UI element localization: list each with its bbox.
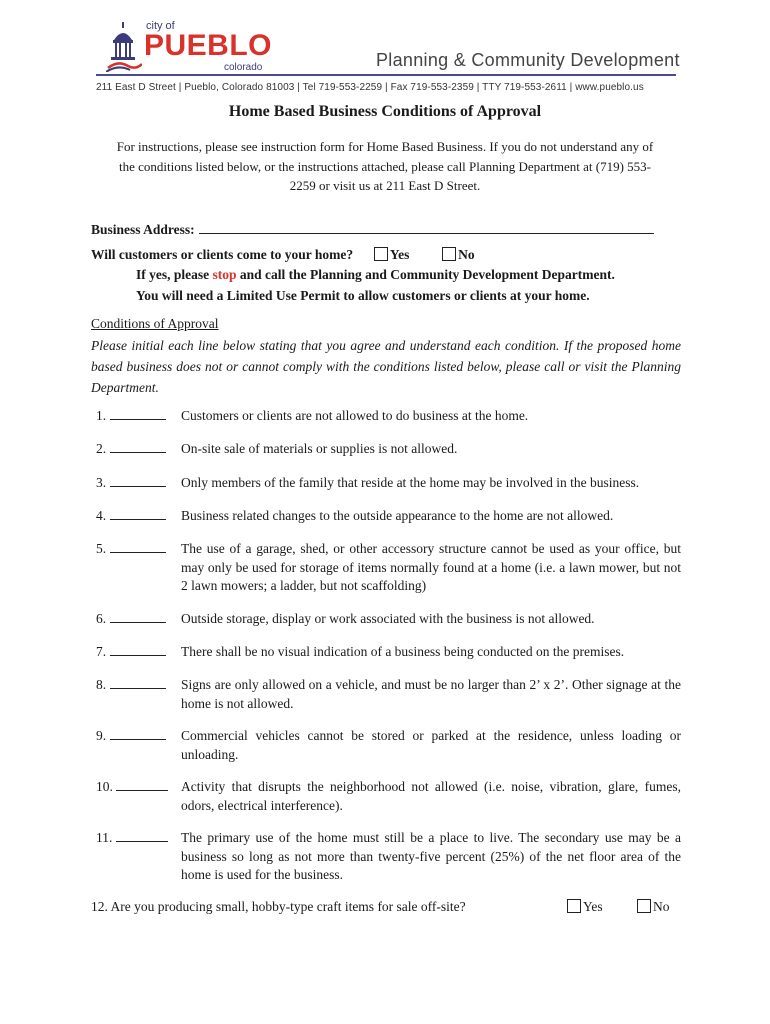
condition-number: 11. (96, 830, 113, 845)
stop-word: stop (212, 267, 237, 282)
customers-yes-label: Yes (389, 247, 410, 262)
initial-field[interactable] (110, 727, 166, 740)
customers-no-label: No (458, 247, 475, 262)
city-logo (106, 20, 306, 78)
q12-no-label: No (653, 899, 670, 914)
business-address-row (91, 221, 654, 238)
initial-field[interactable] (116, 829, 168, 842)
q12-no-checkbox[interactable] (637, 899, 651, 913)
condition-text: On-site sale of materials or supplies is not allowed. (181, 441, 458, 456)
department-name: Planning & Community Development (376, 50, 680, 70)
condition-number: 10. (96, 779, 113, 794)
initial-field[interactable] (110, 507, 166, 520)
initial-field[interactable] (110, 407, 166, 420)
customers-no-checkbox[interactable] (442, 247, 456, 261)
intro-text: For instructions, please see instruction form for Home Based Business. If you do not understand any of the conditions listed below, or the instructions attached, please call Planning Department at (719) 553-2259 or visit us at 211 East D Street. (116, 139, 654, 193)
condition-text: Business related changes to the outside appearance to the home are not allowed. (181, 508, 614, 523)
permit-note: You will need a Limited Use Permit to allow customers or clients at your home. (136, 288, 590, 303)
page-title: Home Based Business Conditions of Approval (228, 103, 542, 120)
business-address-label: Business Address: (91, 222, 195, 237)
q12-yes-checkbox[interactable] (567, 899, 581, 913)
customers-note (136, 267, 615, 283)
condition-text: Activity that disrupts the neighborhood not allowed (i.e. noise, vibration, glare, fumes, odors, electrical interference). (181, 779, 681, 813)
contact-info: 211 East D Street | Pueblo, Colorado 81003 | Tel 719-553-2259 | Fax 719-553-2359 | TTY 719-553-2611 | www.pueblo.us (96, 82, 644, 93)
header-rule (96, 74, 676, 76)
customers-question-row (91, 247, 475, 263)
customers-yes-checkbox[interactable] (374, 247, 388, 261)
business-address-field[interactable] (199, 221, 654, 234)
condition-text: There shall be no visual indication of a business being conducted on the premises. (181, 644, 625, 659)
initial-field[interactable] (110, 610, 166, 623)
condition-text: Outside storage, display or work associated with the business is not allowed. (181, 611, 595, 626)
condition-text: Customers or clients are not allowed to do business at the home. (181, 408, 529, 423)
logo-colorado: colorado (224, 62, 263, 73)
initial-field[interactable] (110, 540, 166, 553)
condition-number: 5. (96, 541, 107, 556)
condition-text: Commercial vehicles cannot be stored or parked at the residence, unless loading or unloading. (181, 728, 681, 762)
condition-number: 2. (96, 441, 107, 456)
condition-number: 4. (96, 508, 107, 523)
initial-field[interactable] (110, 440, 166, 453)
note-suffix: and call the Planning and Community Development Department. (239, 267, 615, 282)
condition-number: 7. (96, 644, 107, 659)
condition-number: 3. (96, 475, 107, 490)
condition-number: 1. (96, 408, 107, 423)
q12-yes-option (567, 899, 603, 915)
initial-field[interactable] (110, 676, 166, 689)
condition-text: The primary use of the home must still be a place to live. The secondary use may be a business so long as not more than twenty-five percent (25%) of the net floor area of the home is used for the business. (181, 830, 681, 882)
condition-number: 9. (96, 728, 107, 743)
condition-text: Signs are only allowed on a vehicle, and must be no larger than 2’ x 2’. Other signage at the home is not allowed. (181, 677, 681, 711)
condition-number: 6. (96, 611, 107, 626)
initial-field[interactable] (110, 643, 166, 656)
logo-pueblo: PUEBLO (144, 29, 273, 62)
question-12: 12. Are you producing small, hobby-type craft items for sale off-site? (91, 899, 466, 914)
initial-field[interactable] (110, 474, 166, 487)
note-prefix: If yes, please (136, 267, 210, 282)
q12-yes-label: Yes (583, 899, 603, 914)
customers-question: Will customers or clients come to your home? (91, 247, 354, 262)
logo-city-of: city of (146, 20, 175, 32)
conditions-heading: Conditions of Approval (91, 316, 219, 331)
conditions-intro: Please initial each line below stating that you agree and understand each condition. If the proposed home based business does not or cannot comply with the conditions listed below, please call or visit the Planning Department. (91, 338, 681, 395)
condition-text: Only members of the family that reside at the home may be involved in the business. (181, 475, 640, 490)
capitol-dome-icon (106, 22, 142, 72)
initial-field[interactable] (116, 778, 168, 791)
letterhead (0, 0, 770, 100)
condition-number: 8. (96, 677, 107, 692)
q12-no-option (637, 899, 670, 915)
condition-text: The use of a garage, shed, or other accessory structure cannot be used as your office, but may only be used for storage of items normally found at a home (i.e. a lawn mower, but not 2 lawn mowers; a ladder, but not scaffolding) (181, 541, 681, 593)
